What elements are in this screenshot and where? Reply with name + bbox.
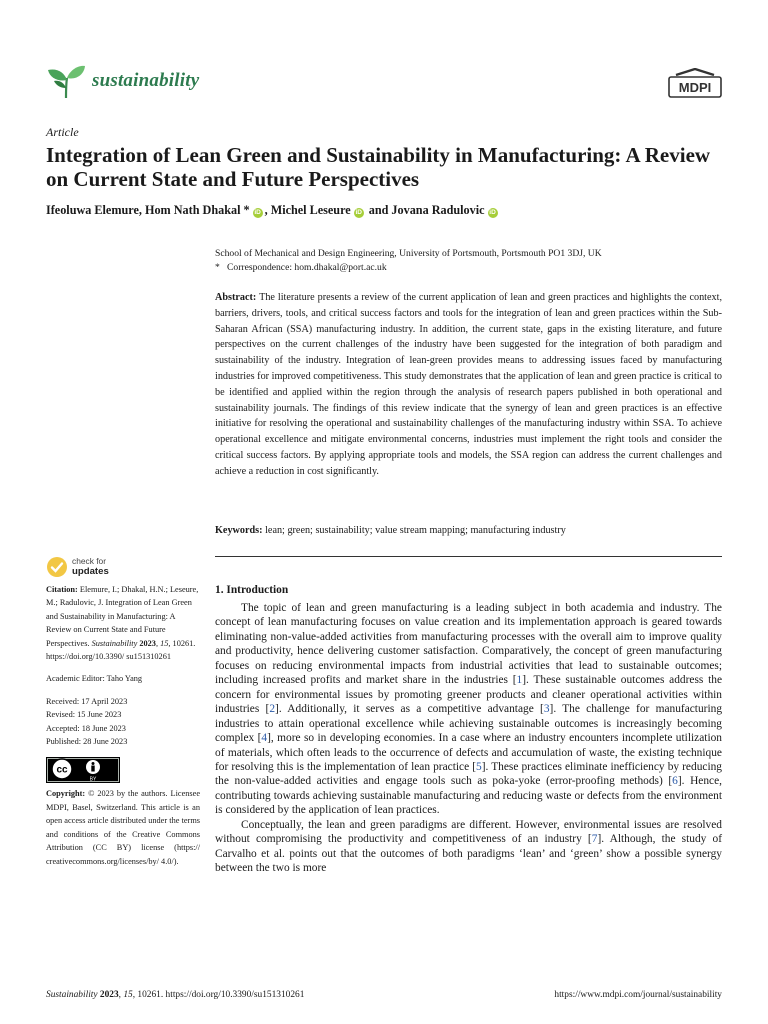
date-revised: Revised: 15 June 2023 [46, 710, 122, 720]
citation-label: Citation: [46, 585, 78, 594]
citation-doi[interactable]: , 10261. https://doi.org/10.3390/ su151310261 [46, 638, 196, 662]
copyright-notice: Copyright: © 2023 by the authors. Licensee MDPI, Basel, Switzerland. This article is an open access article distributed under the terms and conditions of the Creative Commons Attribution (CC BY) license (https:// creativecommons.org/licenses/by/ 4.0/). [46, 789, 200, 866]
abstract [215, 290, 722, 480]
orcid-icon[interactable]: iD [355, 209, 362, 216]
abstract-text: The literature presents a review of the current application of lean and green practices and highlights the context, barriers, drivers, tools, and critical success factors and tools for the integration of lean and green practices within the Sub-Saharan African (SSA) manufacturing industry. In addition, the current state, gaps in the existing literature, and future perspectives on the current challenges of the industry have been suggested for the integration of both paradigm and sustainability of the industry. Integration of lean-green provides means to addressing issues faced by manufacturing industries for improved competitiveness. This study demonstrates that the application of lean and green practice is critical to be identified and applied within the region through the analysis of research papers published in both operational and sustainability journals. The findings of this review indicate that the synergy of lean and green practices is an effective initiative for resolving the operational and sustainability challenges of the manufacturing industry within SSA. To achieve operational excellence and mitigate environmental concerns, industries must implement the right tools and consider the critical success factors. By applying appropriate tools and models, the SSA region can address the current challenges and achieve a reduction in cost significantly. [215, 292, 722, 477]
journal-name[interactable]: sustainability [92, 70, 200, 91]
footer-journal-url[interactable]: https://www.mdpi.com/journal/sustainability [554, 990, 722, 1000]
reference-link[interactable]: 7 [591, 833, 598, 846]
footer-citation: Sustainability 2023, 15, 10261. https://doi.org/10.3390/su151310261 [46, 990, 305, 1000]
author-list [46, 203, 500, 218]
author-name[interactable]: , Michel Leseure [264, 203, 351, 217]
reference-link[interactable]: 3 [543, 703, 550, 716]
reference-link[interactable]: 6 [672, 775, 678, 788]
leaf-sprout-icon [46, 62, 86, 100]
author-name[interactable]: and Jovana Radulovic [365, 203, 485, 217]
author-name[interactable]: Hom Nath Dhakal * [144, 203, 250, 217]
keywords-text: lean; green; sustainability; value stream mapping; manufacturing industry [265, 525, 566, 536]
author-name[interactable]: Ifeoluwa Elemure, [46, 203, 142, 217]
correspondence: * Correspondence: hom.dhakal@port.ac.uk [215, 262, 387, 273]
citation: Citation: Elemure, I.; Dhakal, H.N.; Leseure, M.; Radulovic, J. Integration of Lean Green and Sustainability in Manufacturing: A Review on Current State and Future Perspectives. Sustainability 2023, 15, 10261. https://doi.org/10.3390/ su151310261 [46, 585, 199, 662]
reference-link[interactable]: 4 [261, 732, 268, 745]
date-published: Published: 28 June 2023 [46, 737, 128, 747]
check-updates-text: check for updates [72, 556, 109, 577]
keywords [215, 523, 722, 538]
cc-by-license-icon[interactable] [46, 757, 120, 783]
reference-link[interactable]: 5 [476, 760, 482, 773]
check-updates-icon [46, 556, 68, 578]
article-type: Article [46, 125, 79, 139]
article-info-sidebar [46, 583, 200, 877]
mdpi-logo[interactable] [668, 68, 722, 98]
date-accepted: Accepted: 18 June 2023 [46, 723, 126, 733]
section-divider [215, 556, 722, 557]
cc-by-label: BY [89, 776, 97, 783]
svg-text:cc: cc [56, 764, 68, 776]
date-received: Received: 17 April 2023 [46, 696, 128, 706]
paragraph: The topic of lean and green manufacturing is a leading subject in both academia and industry. The concept of lean manufacturing focuses on value creation and its implementation approach is geared towards eliminating non-value-added activities from manufacturing processes with the overall aim to improve quality and productivity, hence delivering customer satisfaction. Comparatively, the concept of green manufacturing focuses on reducing environmental impacts from industrial activities that lead to sustainable outcomes; including increased profits and market share in the industries [1]. These sustainable outcomes address the concern for environmental issues by promoting greener products and cleaner operational activities within industries [2]. Additionally, it serves as a competitive advantage [3]. The challenge for manufacturing industries to attain operational excellence while achieving sustainable outcomes is increasingly becoming complex [4], more so in developing economies. In a case where an industry encounters incomplete utilization of materials, which often leads to the occurrence of defects and accumulation of waste, the existing technique for resolving this is the implementation of lean practice [5]. These practices eliminate inefficiency by reducing the non-value-added activities and engage tools such as poka-yoke (error-proofing methods) [6]. Hence, contributing towards achieving sustainable manufacturing and reducing waste or defects from the environment is considered by the application of lean practices. [215, 602, 723, 817]
check-for-updates-badge[interactable] [46, 555, 156, 579]
reference-link[interactable]: 2 [269, 703, 276, 716]
keywords-label: Keywords: [215, 525, 263, 536]
orcid-icon[interactable]: iD [254, 209, 261, 216]
paragraph: Conceptually, the lean and green paradigms are different. However, environmental issues are resolved without compromising the productivity and competitiveness of an industry [7]. Although, the study of Carvalho et al. points out that the outcomes of both paradigms ‘lean’ and ‘green’ show a possible synergy between the two is more [215, 818, 722, 875]
abstract-label: Abstract: [215, 292, 257, 303]
affiliation-block [215, 247, 725, 275]
introduction-body [215, 601, 722, 876]
orcid-icon[interactable]: iD [489, 209, 496, 216]
footer-doi-link[interactable]: , 10261. https://doi.org/10.3390/su151310261 [132, 990, 305, 1000]
section-heading-introduction: 1. Introduction [215, 584, 289, 596]
copyright-label: Copyright: [46, 789, 86, 799]
reference-link[interactable]: 1 [516, 674, 523, 687]
article-dates [46, 695, 200, 749]
academic-editor: Academic Editor: Taho Yang [46, 674, 143, 684]
affiliation: School of Mechanical and Design Engineering, University of Portsmouth, Portsmouth PO1 3DJ, UK [215, 248, 602, 259]
article-title: Integration of Lean Green and Sustainability in Manufacturing: A Review on Current State and Future Perspectives [46, 143, 711, 191]
publisher-name: MDPI [678, 80, 712, 95]
